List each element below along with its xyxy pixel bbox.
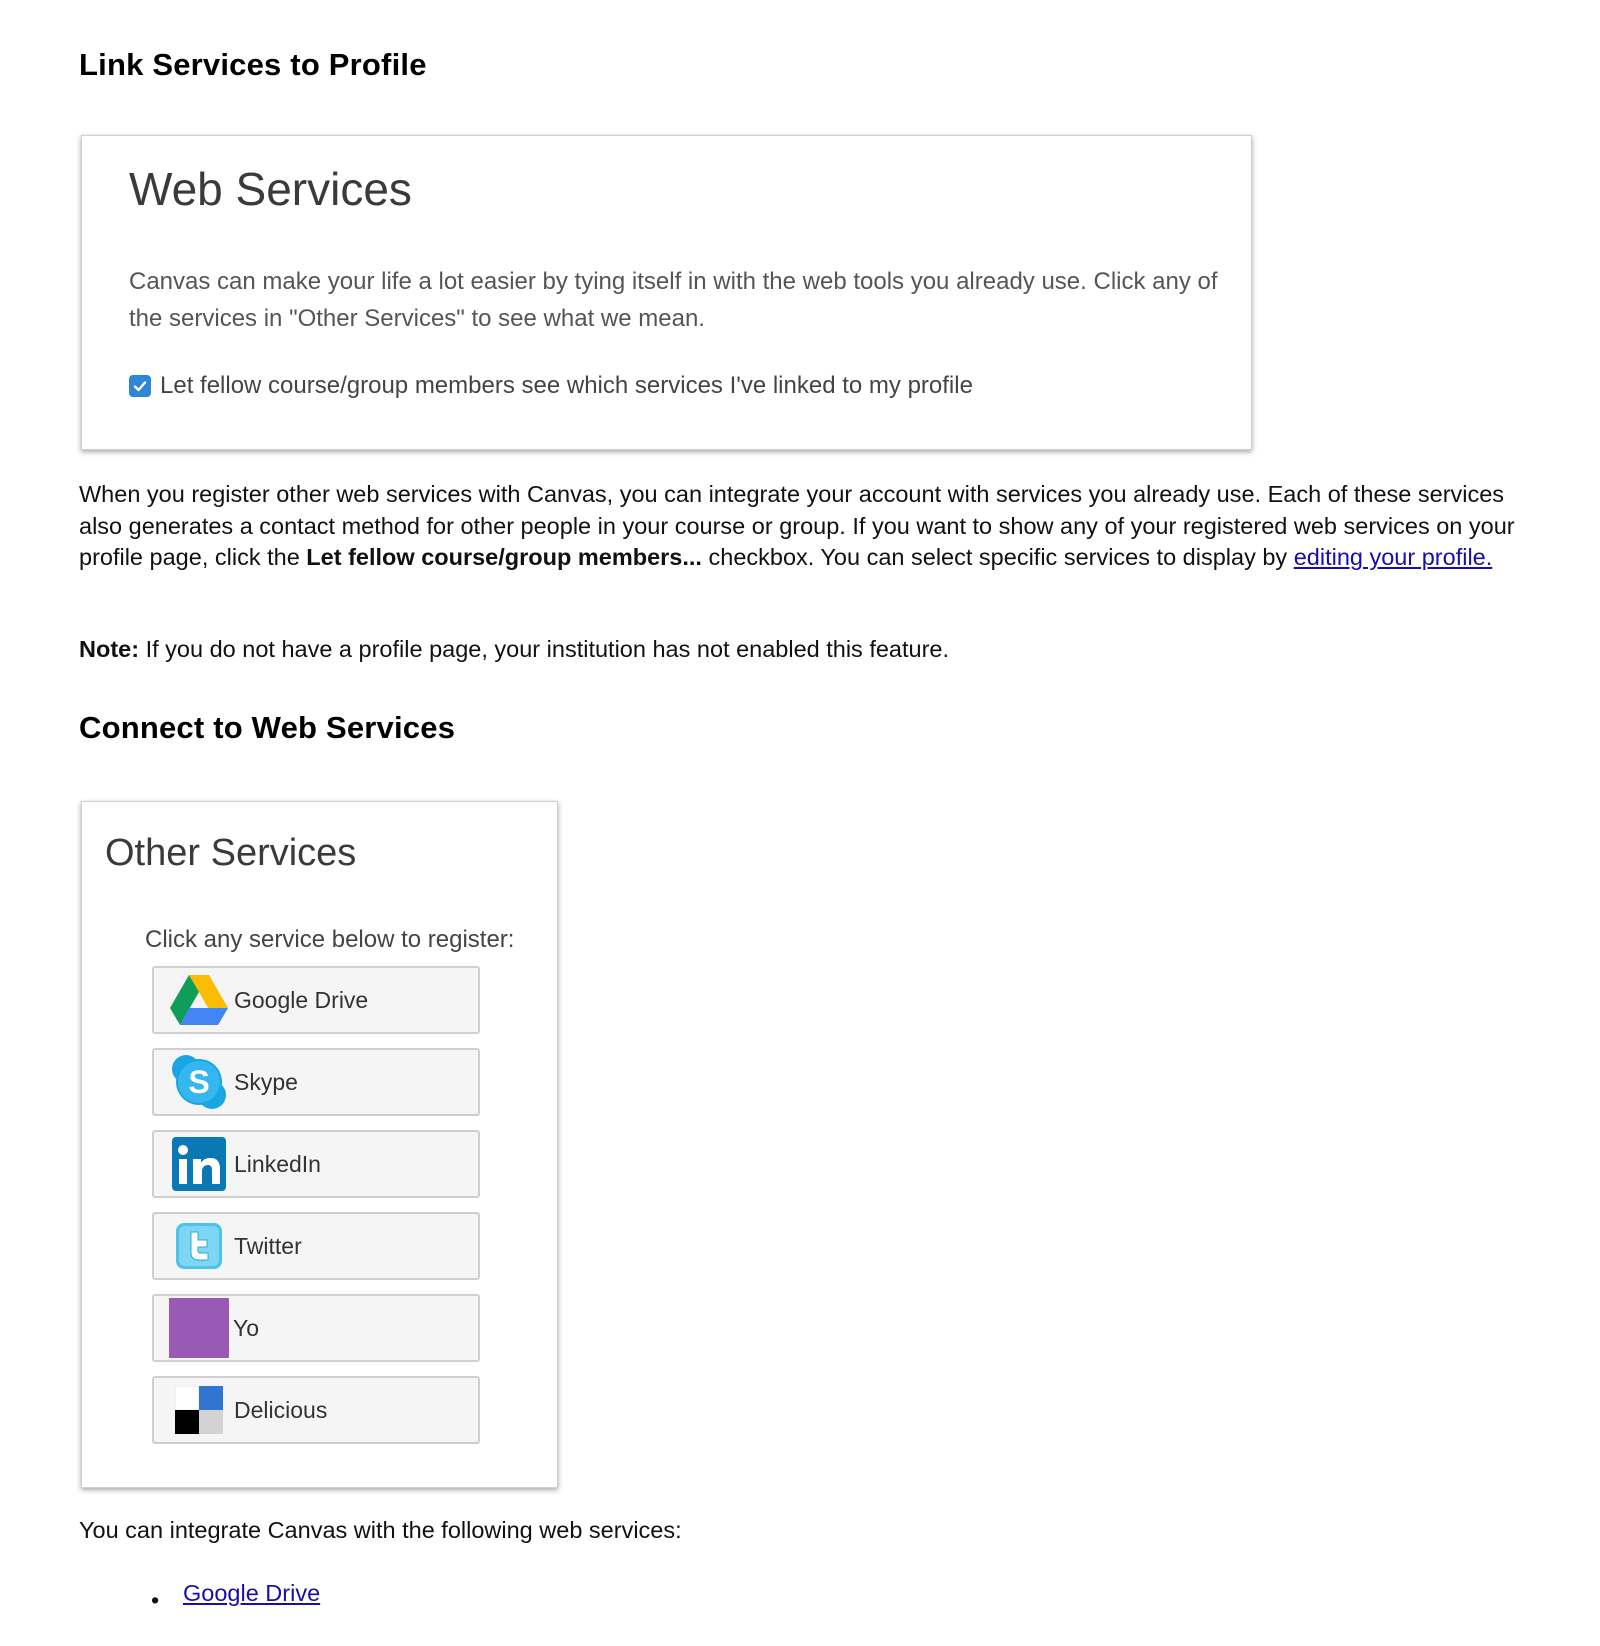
- checkbox-checked-icon[interactable]: [129, 375, 151, 397]
- svg-text:S: S: [188, 1064, 210, 1100]
- service-label: Delicious: [234, 1396, 328, 1423]
- service-label: Google Drive: [234, 986, 369, 1013]
- web-services-panel: [81, 135, 1252, 450]
- paragraph-text-2: checkbox. You can select specific services to display by: [701, 544, 1294, 570]
- service-button-google-drive[interactable]: [152, 966, 480, 1034]
- delicious-icon: [170, 1381, 228, 1439]
- service-button-skype[interactable]: [152, 1048, 480, 1116]
- note-paragraph: [79, 634, 949, 666]
- list-item-google-drive-link[interactable]: Google Drive: [183, 1580, 321, 1606]
- intro-paragraph: [79, 479, 1539, 574]
- paragraph-bold: Let fellow course/group members...: [306, 544, 702, 570]
- service-label: Skype: [234, 1068, 298, 1095]
- google-drive-icon: [170, 971, 228, 1029]
- service-label: LinkedIn: [234, 1150, 321, 1177]
- service-label: Twitter: [234, 1232, 302, 1259]
- other-services-title: Other Services: [105, 832, 357, 874]
- other-services-panel: [81, 801, 558, 1488]
- list-bullet: •: [151, 1587, 160, 1613]
- yo-icon: [169, 1298, 229, 1358]
- service-label: Yo: [233, 1314, 260, 1341]
- checkbox-label: Let fellow course/group members see which services I've linked to my profile: [160, 372, 973, 399]
- section-heading-connect: Connect to Web Services: [79, 710, 456, 745]
- skype-icon: [170, 1053, 228, 1111]
- paragraph-text: When you register other web services with Canvas, you can integrate your account with services you already use. Each of these services also generates a contact method for other people in your course or group. If you want to show any of your registered web services on your profile page, click the: [79, 481, 1515, 570]
- web-services-description: Canvas can make your life a lot easier by tying itself in with the web tools you already use. Click any of the services in "Other Services" to see what we mean.: [129, 268, 1218, 332]
- service-button-yo[interactable]: [152, 1294, 480, 1362]
- service-button-linkedin[interactable]: [152, 1130, 480, 1198]
- linkedin-icon: [170, 1135, 228, 1193]
- service-button-delicious[interactable]: [152, 1376, 480, 1444]
- other-services-subtitle: Click any service below to register:: [145, 926, 515, 953]
- integrate-paragraph: You can integrate Canvas with the following web services:: [79, 1517, 682, 1543]
- section-heading-link-services: Link Services to Profile: [79, 47, 427, 82]
- note-text: If you do not have a profile page, your institution has not enabled this feature.: [139, 636, 950, 662]
- twitter-icon: [170, 1217, 228, 1275]
- profile-visibility-checkbox-row[interactable]: [129, 372, 973, 400]
- service-button-twitter[interactable]: [152, 1212, 480, 1280]
- note-label: Note:: [79, 636, 140, 662]
- web-services-title: Web Services: [129, 163, 412, 215]
- editing-profile-link[interactable]: editing your profile.: [1293, 544, 1493, 570]
